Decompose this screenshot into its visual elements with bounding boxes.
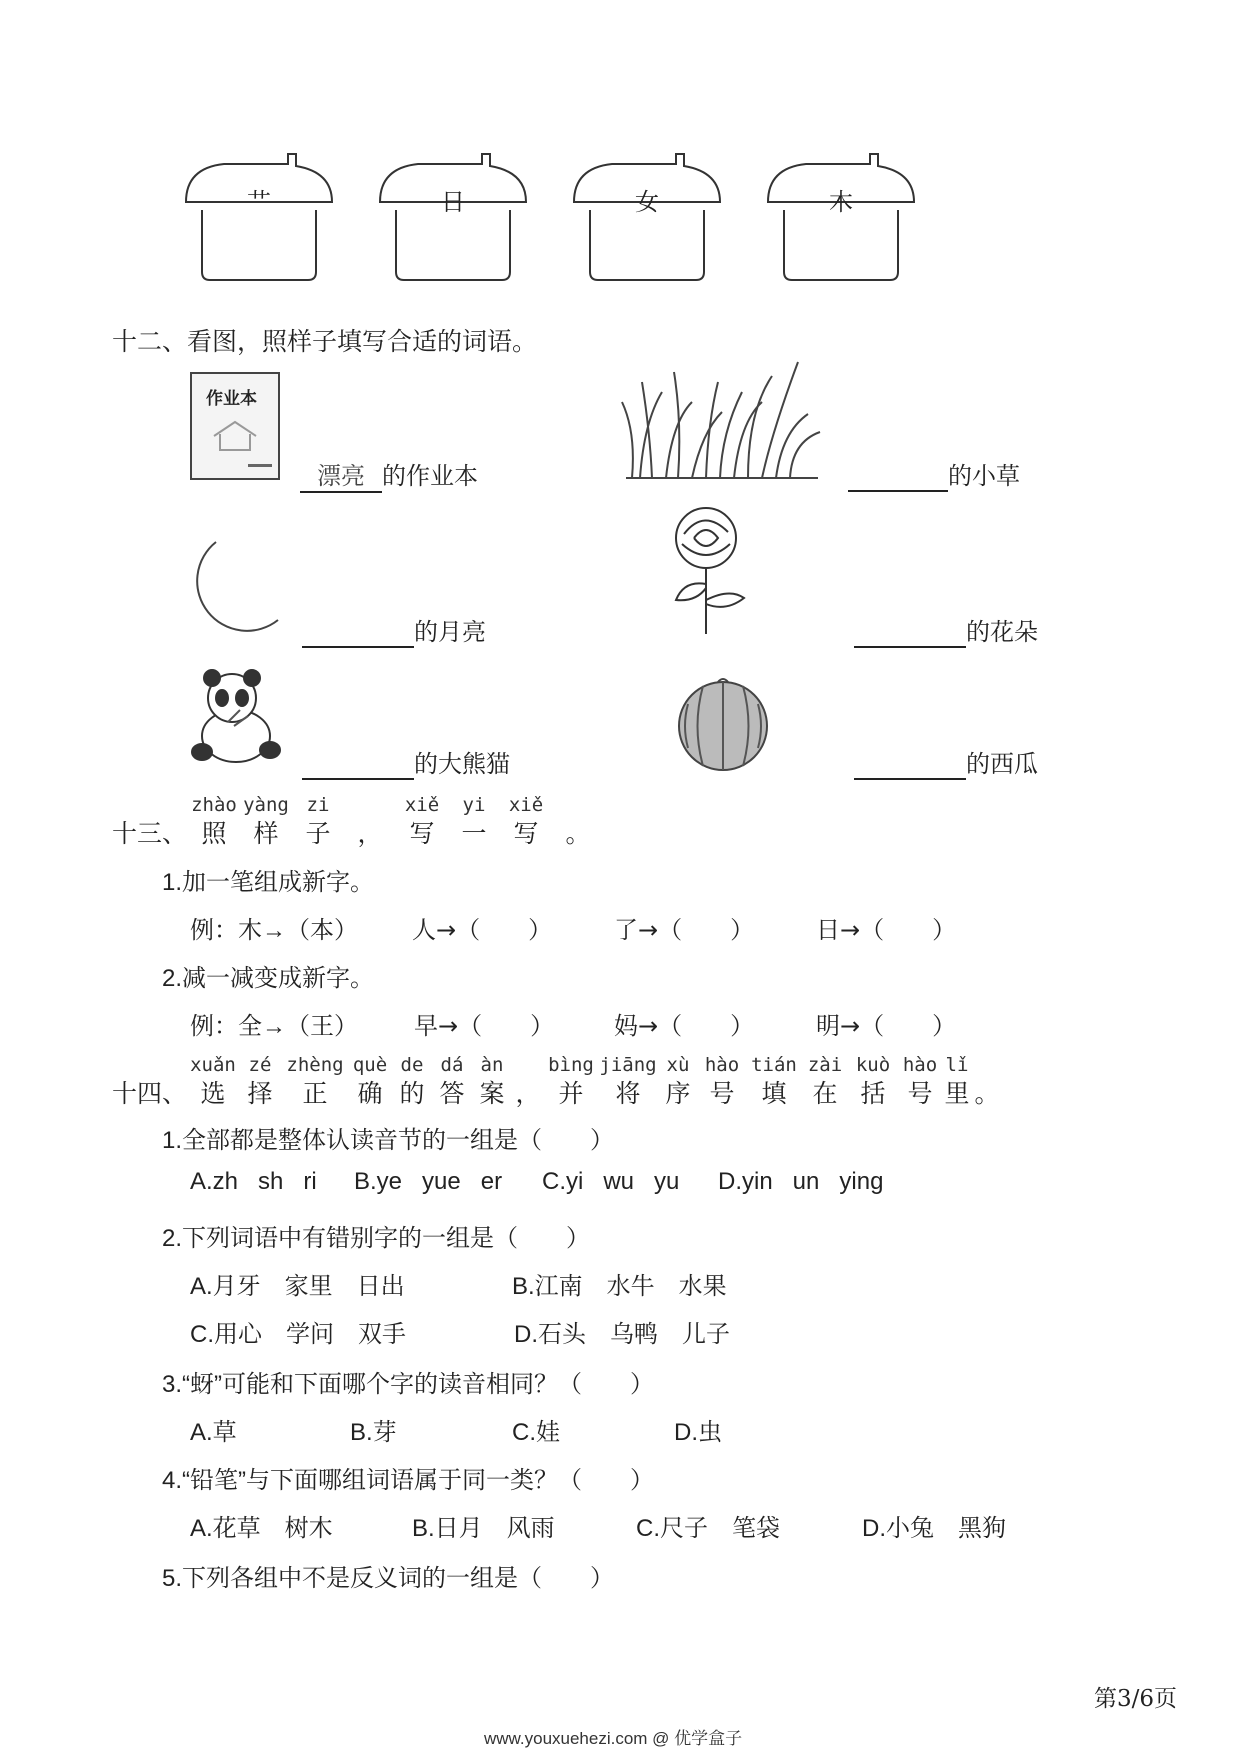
notebook-cover-text: 作业本 bbox=[206, 389, 257, 409]
answer-blank[interactable] bbox=[854, 618, 966, 648]
s13-q1-item-2[interactable]: 了→（ ） bbox=[614, 916, 755, 944]
crescent-moon-icon bbox=[186, 538, 286, 638]
section-13-pinyin: zhào yàng zi xiě yi xiě bbox=[191, 794, 544, 816]
s14-q1-stem: 1.全部都是整体认读音节的一组是（ ） bbox=[162, 1127, 615, 1154]
house-outline-2 bbox=[378, 160, 528, 290]
s14-q3-option-b[interactable]: B.芽 bbox=[350, 1419, 397, 1446]
item-grass: 的小草 bbox=[848, 456, 1020, 492]
s13-q2-item-1[interactable]: 早→（ ） bbox=[414, 1012, 555, 1040]
s13-q2-example: 例：全→（王） bbox=[190, 1013, 358, 1040]
page-number: 第3/6页 bbox=[1094, 1686, 1178, 1712]
section-14-pinyin: xuǎn zé zhèng què de dá àn bìng jiāng xù hào tián zài kuò hào lǐ bbox=[190, 1054, 969, 1076]
item-moon: 的月亮 bbox=[302, 612, 486, 648]
s14-q2-option-d[interactable]: D.石头 乌鸭 儿子 bbox=[514, 1321, 730, 1348]
s14-q5-stem: 5.下列各组中不是反义词的一组是（ ） bbox=[162, 1565, 615, 1592]
s14-q1-option-a[interactable]: A.zh sh ri bbox=[190, 1168, 317, 1195]
section-14-prefix: 十四、 bbox=[112, 1079, 188, 1108]
s13-q2-item-2[interactable]: 妈→（ ） bbox=[614, 1012, 755, 1040]
item-notebook: 漂亮 的作业本 bbox=[300, 456, 478, 493]
s14-q3-option-d[interactable]: D.虫 bbox=[674, 1419, 722, 1446]
item-panda: 的大熊猫 bbox=[302, 744, 510, 780]
s13-q2-item-3[interactable]: 明→（ ） bbox=[816, 1012, 957, 1040]
house-outline-1 bbox=[184, 160, 334, 290]
s14-q3-option-a[interactable]: A.草 bbox=[190, 1419, 237, 1446]
house-label-2: 日 bbox=[441, 188, 465, 216]
s14-q4-option-a[interactable]: A.花草 树木 bbox=[190, 1515, 333, 1542]
s14-q3-stem: 3.“蚜”可能和下面哪个字的读音相同？（ ） bbox=[162, 1371, 654, 1398]
example-answer: 漂亮 bbox=[300, 456, 382, 493]
answer-blank[interactable] bbox=[848, 462, 948, 492]
watermelon-icon bbox=[676, 676, 770, 772]
notebook-image bbox=[190, 372, 280, 480]
s14-q2-option-b[interactable]: B.江南 水牛 水果 bbox=[512, 1273, 727, 1300]
s14-q2-option-a[interactable]: A.月牙 家里 日出 bbox=[190, 1273, 405, 1300]
s14-q2-option-c[interactable]: C.用心 学问 双手 bbox=[190, 1321, 406, 1348]
house-label-1: 艹 bbox=[247, 188, 271, 216]
section-14-hanzi: 选 择 正 确 的 答 案 ， 并 将 序 号 填 在 括 号 里 。 bbox=[200, 1079, 1000, 1108]
s14-q4-stem: 4.“铅笔”与下面哪组词语属于同一类？（ ） bbox=[162, 1467, 654, 1494]
item-flower: 的花朵 bbox=[854, 612, 1038, 648]
s13-q1-item-1[interactable]: 人→（ ） bbox=[412, 916, 553, 944]
house-label-4: 木 bbox=[829, 188, 853, 216]
section-12-title: 十二、看图，照样子填写合适的词语。 bbox=[112, 327, 538, 356]
item-watermelon: 的西瓜 bbox=[854, 744, 1038, 780]
answer-blank[interactable] bbox=[854, 750, 966, 780]
rose-flower-icon bbox=[664, 504, 754, 634]
house-label-3: 女 bbox=[635, 188, 659, 216]
section-13-hanzi: 照 样 子 ， 写 一 写 。 bbox=[201, 819, 591, 848]
house-outline-3 bbox=[572, 160, 722, 290]
s14-q1-option-c[interactable]: C.yi wu yu bbox=[542, 1168, 680, 1195]
s13-q2-title: 2.减一减变成新字。 bbox=[162, 965, 375, 992]
s14-q3-option-c[interactable]: C.娃 bbox=[512, 1419, 560, 1446]
watermark: www.youxuehezi.com @ 优学盒子 bbox=[484, 1729, 743, 1748]
s14-q1-option-b[interactable]: B.ye yue er bbox=[354, 1168, 503, 1195]
answer-blank[interactable] bbox=[302, 750, 414, 780]
s13-q1-item-3[interactable]: 日→（ ） bbox=[816, 916, 957, 944]
house-illustration-icon bbox=[210, 418, 260, 454]
s14-q4-option-c[interactable]: C.尺子 笔袋 bbox=[636, 1515, 780, 1542]
answer-blank[interactable] bbox=[302, 618, 414, 648]
s13-q1-example: 例：木→（本） bbox=[190, 917, 358, 944]
s14-q1-option-d[interactable]: D.yin un ying bbox=[718, 1168, 884, 1195]
s14-q2-stem: 2.下列词语中有错别字的一组是（ ） bbox=[162, 1225, 591, 1252]
s14-q4-option-b[interactable]: B.日月 风雨 bbox=[412, 1515, 555, 1542]
section-13-prefix: 十三、 bbox=[112, 819, 188, 848]
panda-icon bbox=[188, 666, 284, 766]
s13-q1-title: 1.加一笔组成新字。 bbox=[162, 869, 375, 896]
s14-q4-option-d[interactable]: D.小兔 黑狗 bbox=[862, 1515, 1006, 1542]
grass-icon bbox=[622, 362, 822, 480]
house-outline-4 bbox=[766, 160, 916, 290]
